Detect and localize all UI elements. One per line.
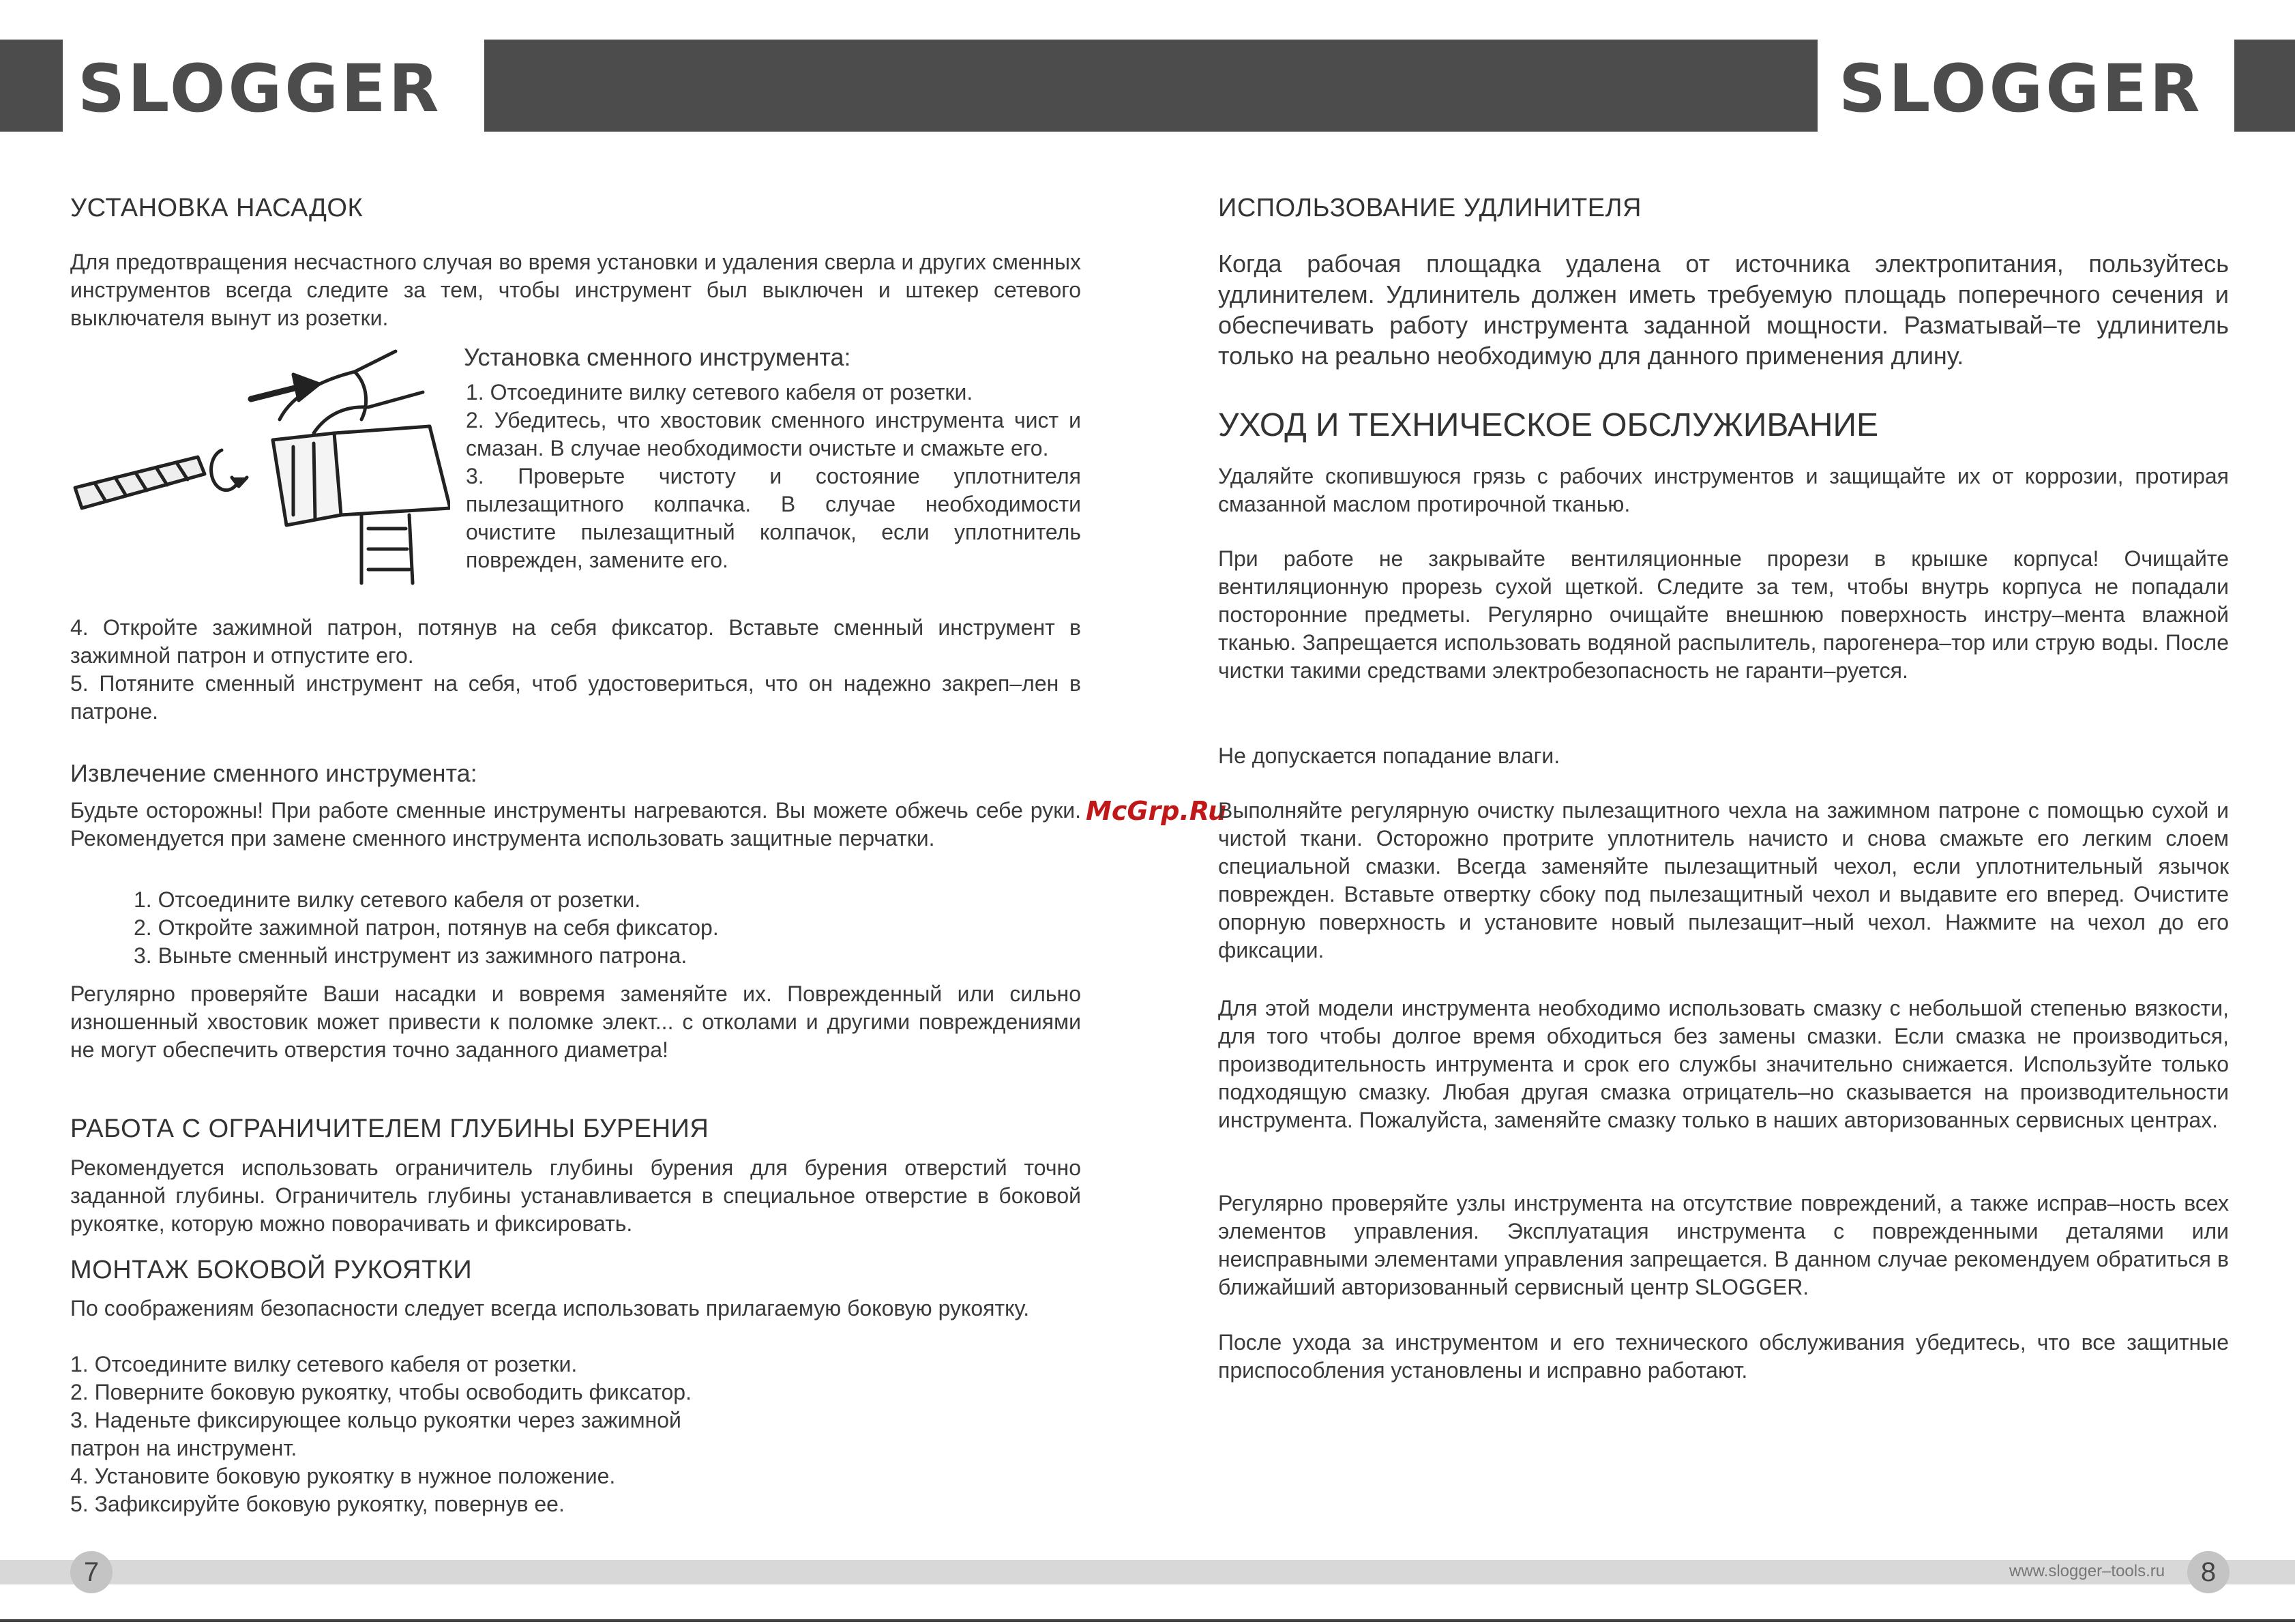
bottom-rule [0, 1619, 2295, 1622]
section-title-attachments: УСТАНОВКА НАСАДОК [70, 194, 364, 222]
maintenance-p2: При работе не закрывайте вентиляционные прорези в крышке корпуса! Очищайте вентиляционную прорезь сухой щеткой. Следите за тем, чтобы внутрь корпуса не попадали посторонние предметы. Регулярно очищайте внешнюю поверхность инстру–мента влажной тканью. Запрещается использовать водяной распылитель, парогенера–тор или струю воды. После чистки такими средствами электробезопасность не гаранти–руется. [1218, 546, 2229, 683]
side-handle-step-4: 4. Установите боковую рукоятку в нужное положение. [70, 1464, 616, 1488]
page-number-right: 8 [2187, 1551, 2230, 1593]
header-center-bar [484, 40, 1818, 132]
maintenance-p3: Не допускается попадание влаги. [1218, 743, 1560, 768]
extension-text: Когда рабочая площадка удалена от источника электропитания, пользуйтесь удлинителем. Удлинитель должен иметь требуемую площадь поперечного сечения и обеспечивать работу инструмента заданной мощности. Разматывай–те удлинитель только на реально необходимую для данного применения длину. [1218, 250, 2229, 370]
side-handle-step-1: 1. Отсоедините вилку сетевого кабеля от розетки. [70, 1352, 578, 1376]
install-step-2: 2. Убедитесь, что хвостовик сменного инструмента чист и смазан. В случае необходимости очистьте и смажьте его. [466, 408, 1081, 460]
section-title-extension: ИСПОЛЬЗОВАНИЕ УДЛИНИТЕЛЯ [1218, 194, 1642, 222]
section-title-maintenance: УХОД И ТЕХНИЧЕСКОЕ ОБСЛУЖИВАНИЕ [1218, 407, 1878, 443]
side-handle-step-3b: патрон на инструмент. [70, 1436, 297, 1460]
footer-bar [0, 1560, 2295, 1584]
side-handle-step-2: 2. Поверните боковую рукоятку, чтобы освободить фиксатор. [70, 1380, 692, 1404]
remove-steps [134, 886, 1075, 970]
maintenance-p7: После ухода за инструментом и его технического обслуживания убедитесь, что все защитные приспособления установлены и исправно работают. [1218, 1330, 2229, 1383]
install-step-4: 4. Откройте зажимной патрон, потянув на себя фиксатор. Вставьте сменный инструмент в зажимной патрон и отпустите его. [70, 615, 1081, 668]
drill-hand-icon [68, 344, 450, 590]
remove-step-3: 3. Выньте сменный инструмент из зажимного патрона. [134, 943, 687, 968]
maintenance-p4: Выполняйте регулярную очистку пылезащитного чехла на зажимном патроне с помощью сухой и чистой ткани. Осторожно протрите уплотнитель начисто и снова смажьте его легким слоем специальной смазки. Всегда заменяйте пылезащитный чехол, если уплотнительный язычок поврежден. Вставьте отвертку сбоку под пылезащитный чехол и выдавите его вперед. Очистите опорную поверхность и установите новый пылезащит–ный чехол. Нажмите на чехол до его фиксации. [1218, 798, 2229, 962]
section-title-side-handle: МОНТАЖ БОКОВОЙ РУКОЯТКИ [70, 1256, 473, 1284]
attachments-intro: Для предотвращения несчастного случая во время установки и удаления сверла и других сменных инструментов всегда следите за тем, чтобы инструмент был выключен и штекер сетевого выключателя вынут из розетки. [70, 250, 1081, 330]
install-steps [466, 379, 1081, 574]
page-number-left: 7 [70, 1551, 113, 1593]
maintenance-p1: Удаляйте скопившуюся грязь с рабочих инструментов и защищайте их от коррозии, протирая смазанной маслом протирочной тканью. [1218, 464, 2229, 516]
drill-illustration [68, 344, 450, 590]
depth-stop-text: Рекомендуется использовать ограничитель глубины бурения для бурения отверстий точно заданной глубины. Ограничитель глубины устанавливается в специальное отверстие в боковой рукоятке, которую можно поворачивать и фиксировать. [70, 1155, 1081, 1236]
maintenance-p6: Регулярно проверяйте узлы инструмента на отсутствие повреждений, а также исправ–ность всех элементов управления. Эксплуатация инструмента с поврежденными деталями или неисправными элементами управления запрещается. В данном случае рекомендуем обратиться в ближайший авторизованный сервисный центр SLOGGER. [1218, 1191, 2229, 1299]
side-handle-step-3: 3. Наденьте фиксирующее кольцо рукоятки через зажимной [70, 1408, 681, 1432]
logo-left: SLOGGER [78, 50, 442, 127]
install-title: Установка сменного инструмента: [464, 343, 851, 371]
maintenance-p5: Для этой модели инструмента необходимо использовать смазку с небольшой степенью вязкости, для того чтобы долгое время обходиться без замены смазки. Если смазка не производиться, производительность интрумента и срок его службы значительно снижается. Используйте только подходящую смазку. Любая другая смазка отрицатель–но сказывается на производительности инструмента. Пожалуйста, заменяйте смазку только в наших авторизованных сервисных центрах. [1218, 996, 2229, 1132]
side-handle-step-5: 5. Зафиксируйте боковую рукоятку, повернув ее. [70, 1492, 565, 1516]
install-step-3: 3. Проверьте чистоту и состояние уплотнителя пылезащитного колпачка. В случае необходимости очистите пылезащитный колпачок, если уплотнитель поврежден, замените его. [466, 464, 1081, 572]
remove-title: Извлечение сменного инструмента: [70, 759, 477, 787]
remove-note: Регулярно проверяйте Ваши насадки и вовремя заменяйте их. Поврежденный или сильно изношенный хвостовик может привести к поломке элект... с отколами и другими повреждениями не могут обеспечить отверстия точно заданного диаметра! [70, 981, 1081, 1062]
side-handle-intro: По соображениям безопасности следует всегда использовать прилагаемую боковую рукоятку. [70, 1296, 1030, 1320]
header-right-block [2234, 40, 2295, 132]
remove-step-1: 1. Отсоедините вилку сетевого кабеля от розетки. [134, 887, 641, 912]
install-step-1: 1. Отсоедините вилку сетевого кабеля от розетки. [466, 380, 973, 404]
remove-intro: Будьте осторожны! При работе сменные инструменты нагреваются. Вы можете обжечь себе руки. Рекомендуется при замене сменного инструмента использовать защитные перчатки. [70, 798, 1081, 851]
header-left-block [0, 40, 63, 132]
remove-step-2: 2. Откройте зажимной патрон, потянув на себя фиксатор. [134, 915, 719, 940]
footer-url: www.slogger–tools.ru [2009, 1562, 2165, 1580]
watermark: McGrp.Ru [1086, 796, 1227, 826]
logo-right: SLOGGER [1839, 50, 2203, 127]
section-title-depth-stop: РАБОТА С ОГРАНИЧИТЕЛЕМ ГЛУБИНЫ БУРЕНИЯ [70, 1114, 709, 1143]
side-handle-steps [70, 1350, 1081, 1518]
install-step-5: 5. Потяните сменный инструмент на себя, чтоб удостовериться, что он надежно закреп–лен в патроне. [70, 671, 1081, 724]
